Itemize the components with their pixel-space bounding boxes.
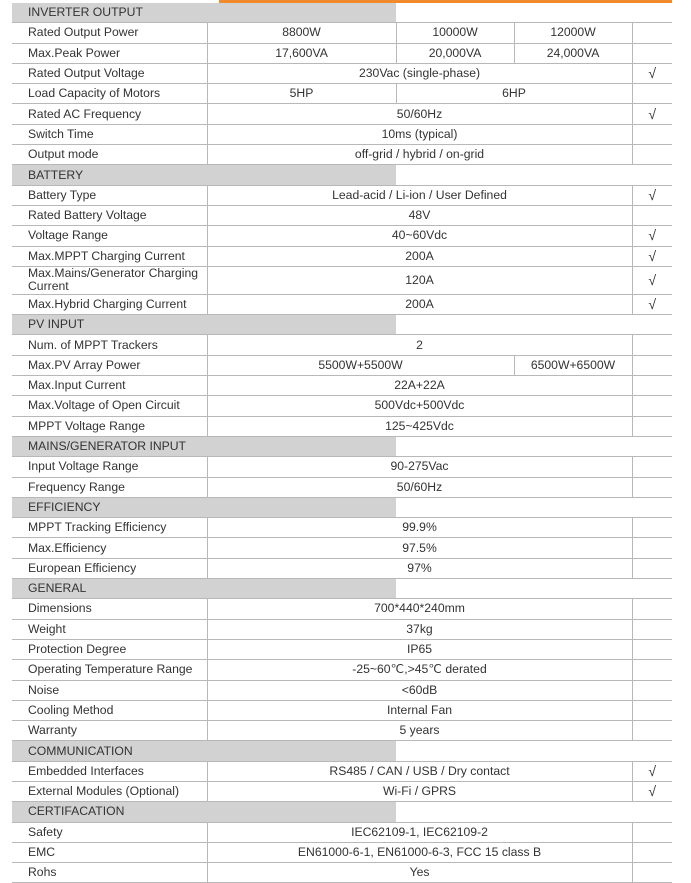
checkmark-icon — [632, 863, 672, 883]
checkmark-icon: √ — [632, 294, 672, 314]
spec-row — [12, 518, 672, 538]
spec-label: Rated Battery Voltage — [12, 205, 207, 225]
spec-label: Warranty — [12, 721, 207, 741]
section-header — [12, 165, 672, 185]
spec-label: Output mode — [12, 145, 207, 165]
spec-value: Lead-acid / Li-ion / User Defined — [207, 185, 632, 205]
section-header-filler — [396, 3, 672, 23]
checkmark-icon — [632, 639, 672, 659]
spec-row — [12, 639, 672, 659]
spec-value: 5HP — [207, 84, 396, 104]
section-header-filler — [396, 315, 672, 335]
spec-value: 17,600VA — [207, 43, 396, 63]
spec-value: 8800W — [207, 23, 396, 43]
checkmark-icon — [632, 23, 672, 43]
spec-value: 20,000VA — [396, 43, 514, 63]
spec-value: 200A — [207, 246, 632, 266]
spec-label: MPPT Tracking Efficiency — [12, 518, 207, 538]
checkmark-icon — [632, 376, 672, 396]
spec-label: Cooling Method — [12, 700, 207, 720]
spec-value: 22A+22A — [207, 376, 632, 396]
spec-row — [12, 700, 672, 720]
spec-label: Load Capacity of Motors — [12, 84, 207, 104]
spec-value: 6HP — [396, 84, 632, 104]
spec-value: 500Vdc+500Vdc — [207, 396, 632, 416]
spec-value: 6500W+6500W — [514, 355, 632, 375]
spec-row — [12, 185, 672, 205]
spec-row — [12, 396, 672, 416]
spec-label: Max.Peak Power — [12, 43, 207, 63]
spec-label: Rated Output Voltage — [12, 63, 207, 83]
checkmark-icon — [632, 457, 672, 477]
spec-value: 97% — [207, 558, 632, 578]
spec-label: European Efficiency — [12, 558, 207, 578]
spec-row — [12, 863, 672, 883]
spec-value: 10ms (typical) — [207, 124, 632, 144]
checkmark-icon: √ — [632, 781, 672, 801]
spec-row — [12, 619, 672, 639]
section-title: COMMUNICATION — [12, 741, 396, 761]
spec-row — [12, 599, 672, 619]
spec-row — [12, 822, 672, 842]
spec-value: EN61000-6-1, EN61000-6-3, FCC 15 class B — [207, 842, 632, 862]
spec-row — [12, 538, 672, 558]
spec-row — [12, 43, 672, 63]
spec-value: off-grid / hybrid / on-grid — [207, 145, 632, 165]
spec-value: 2 — [207, 335, 632, 355]
spec-row — [12, 355, 672, 375]
checkmark-icon — [632, 477, 672, 497]
spec-label: Max.MPPT Charging Current — [12, 246, 207, 266]
spec-label: External Modules (Optional) — [12, 781, 207, 801]
checkmark-icon — [632, 558, 672, 578]
spec-label: Switch Time — [12, 124, 207, 144]
spec-row — [12, 680, 672, 700]
spec-value: 37kg — [207, 619, 632, 639]
spec-value: RS485 / CAN / USB / Dry contact — [207, 761, 632, 781]
spec-row — [12, 842, 672, 862]
checkmark-icon — [632, 145, 672, 165]
spec-row — [12, 124, 672, 144]
spec-label: Max.Input Current — [12, 376, 207, 396]
spec-label: Operating Temperature Range — [12, 660, 207, 680]
checkmark-icon: √ — [632, 266, 672, 294]
checkmark-icon — [632, 619, 672, 639]
spec-label: Rohs — [12, 863, 207, 883]
spec-label: EMC — [12, 842, 207, 862]
spec-row — [12, 558, 672, 578]
checkmark-icon — [632, 84, 672, 104]
section-title: MAINS/GENERATOR INPUT — [12, 436, 396, 456]
checkmark-icon — [632, 416, 672, 436]
checkmark-icon — [632, 680, 672, 700]
spec-value: 10000W — [396, 23, 514, 43]
section-header-filler — [396, 165, 672, 185]
section-header-filler — [396, 436, 672, 456]
section-header — [12, 315, 672, 335]
spec-value: 5 years — [207, 721, 632, 741]
spec-label: Frequency Range — [12, 477, 207, 497]
section-header — [12, 3, 672, 23]
checkmark-icon: √ — [632, 104, 672, 124]
section-header — [12, 497, 672, 517]
spec-value: 40~60Vdc — [207, 226, 632, 246]
section-title: GENERAL — [12, 579, 396, 599]
spec-label: Num. of MPPT Trackers — [12, 335, 207, 355]
spec-label: Weight — [12, 619, 207, 639]
checkmark-icon — [632, 660, 672, 680]
spec-label: Embedded Interfaces — [12, 761, 207, 781]
spec-value: 700*440*240mm — [207, 599, 632, 619]
spec-row — [12, 63, 672, 83]
checkmark-icon — [632, 355, 672, 375]
section-title: EFFICIENCY — [12, 497, 396, 517]
spec-value: 5500W+5500W — [207, 355, 514, 375]
spec-row — [12, 416, 672, 436]
spec-value: 97.5% — [207, 538, 632, 558]
spec-row — [12, 781, 672, 801]
spec-value: 24,000VA — [514, 43, 632, 63]
spec-value: -25~60℃,>45℃ derated — [207, 660, 632, 680]
checkmark-icon — [632, 124, 672, 144]
spec-value: Wi-Fi / GPRS — [207, 781, 632, 801]
spec-row — [12, 104, 672, 124]
section-header — [12, 436, 672, 456]
section-header-filler — [396, 579, 672, 599]
section-header — [12, 579, 672, 599]
checkmark-icon — [632, 43, 672, 63]
accent-bar — [12, 0, 672, 3]
checkmark-icon — [632, 205, 672, 225]
spec-table — [12, 3, 672, 883]
spec-label: Protection Degree — [12, 639, 207, 659]
section-header-filler — [396, 741, 672, 761]
spec-value: 48V — [207, 205, 632, 225]
spec-row — [12, 145, 672, 165]
spec-value: IEC62109-1, IEC62109-2 — [207, 822, 632, 842]
spec-row — [12, 660, 672, 680]
spec-value: 99.9% — [207, 518, 632, 538]
checkmark-icon — [632, 721, 672, 741]
spec-label: Max.Voltage of Open Circuit — [12, 396, 207, 416]
spec-label: Rated AC Frequency — [12, 104, 207, 124]
checkmark-icon — [632, 842, 672, 862]
spec-label: MPPT Voltage Range — [12, 416, 207, 436]
spec-row — [12, 376, 672, 396]
spec-label: Noise — [12, 680, 207, 700]
spec-value: 12000W — [514, 23, 632, 43]
spec-value: 120A — [207, 266, 632, 294]
spec-label: Safety — [12, 822, 207, 842]
spec-label: Max.Efficiency — [12, 538, 207, 558]
checkmark-icon — [632, 396, 672, 416]
spec-value: 125~425Vdc — [207, 416, 632, 436]
section-header-filler — [396, 497, 672, 517]
spec-value: 50/60Hz — [207, 104, 632, 124]
spec-value: <60dB — [207, 680, 632, 700]
spec-value: 230Vac (single-phase) — [207, 63, 632, 83]
checkmark-icon — [632, 335, 672, 355]
section-title: CERTIFACATION — [12, 802, 396, 822]
section-header — [12, 802, 672, 822]
spec-row — [12, 246, 672, 266]
checkmark-icon — [632, 822, 672, 842]
spec-value: 90-275Vac — [207, 457, 632, 477]
spec-value: Internal Fan — [207, 700, 632, 720]
checkmark-icon: √ — [632, 226, 672, 246]
spec-row — [12, 84, 672, 104]
spec-row — [12, 205, 672, 225]
spec-value: 200A — [207, 294, 632, 314]
spec-row — [12, 721, 672, 741]
section-title: BATTERY — [12, 165, 396, 185]
spec-label: Battery Type — [12, 185, 207, 205]
checkmark-icon: √ — [632, 761, 672, 781]
checkmark-icon: √ — [632, 246, 672, 266]
spec-value: Yes — [207, 863, 632, 883]
spec-label: Max.Hybrid Charging Current — [12, 294, 207, 314]
spec-label: Rated Output Power — [12, 23, 207, 43]
spec-value: IP65 — [207, 639, 632, 659]
spec-label: Max.Mains/Generator Charging Current — [12, 266, 207, 294]
section-title: INVERTER OUTPUT — [12, 3, 396, 23]
spec-value: 50/60Hz — [207, 477, 632, 497]
spec-row — [12, 761, 672, 781]
checkmark-icon: √ — [632, 63, 672, 83]
spec-row — [12, 226, 672, 246]
spec-row — [12, 266, 672, 294]
section-title: PV INPUT — [12, 315, 396, 335]
spec-label: Voltage Range — [12, 226, 207, 246]
spec-row — [12, 335, 672, 355]
spec-label: Max.PV Array Power — [12, 355, 207, 375]
spec-row — [12, 23, 672, 43]
section-header — [12, 741, 672, 761]
section-header-filler — [396, 802, 672, 822]
spec-row — [12, 477, 672, 497]
spec-label: Input Voltage Range — [12, 457, 207, 477]
spec-label: Dimensions — [12, 599, 207, 619]
checkmark-icon: √ — [632, 185, 672, 205]
checkmark-icon — [632, 538, 672, 558]
spec-row — [12, 457, 672, 477]
spec-row — [12, 294, 672, 314]
checkmark-icon — [632, 700, 672, 720]
checkmark-icon — [632, 518, 672, 538]
checkmark-icon — [632, 599, 672, 619]
spec-sheet — [12, 0, 672, 883]
